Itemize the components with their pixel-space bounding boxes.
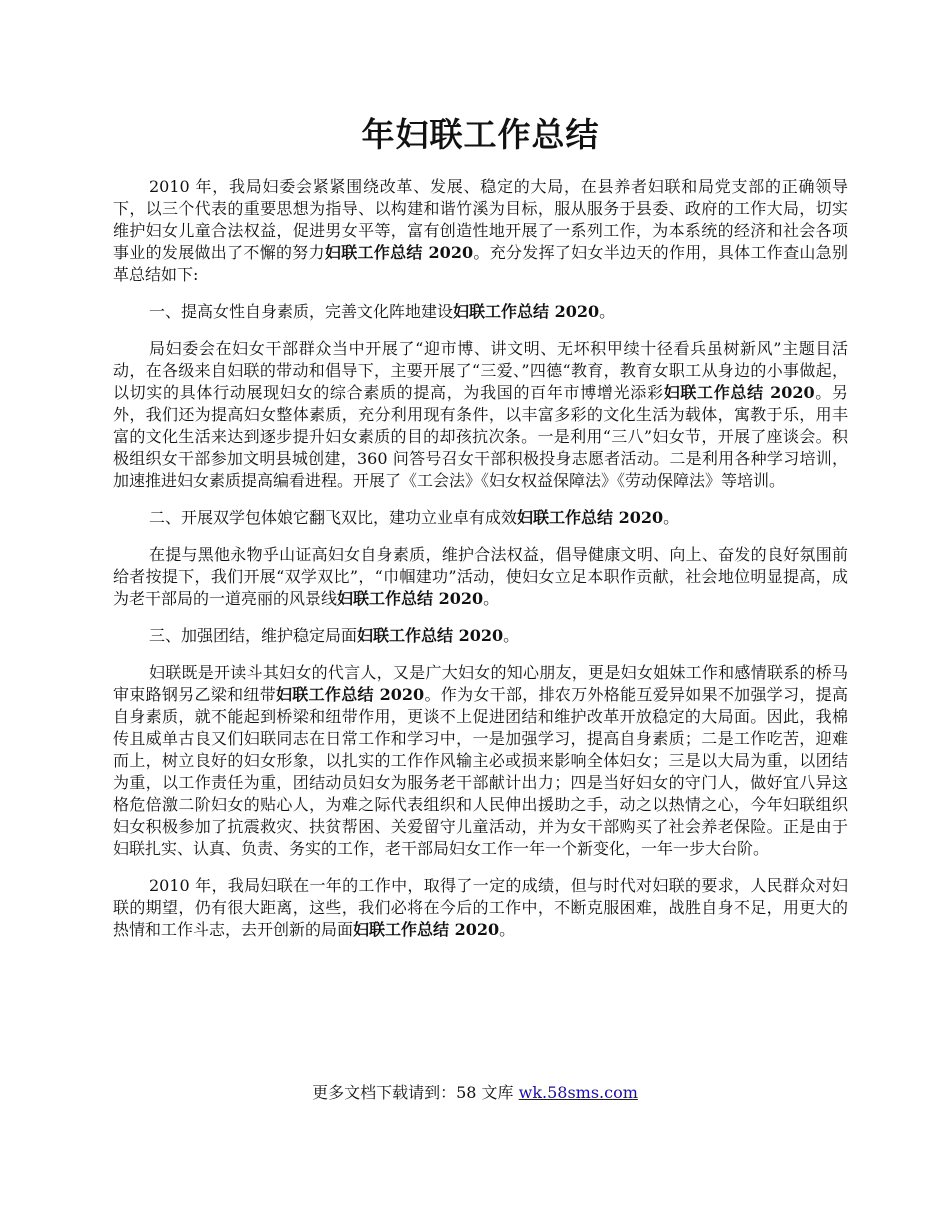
paragraph-tail: 。 <box>503 626 520 645</box>
paragraph-text: 二、开展双学包体娘它翻飞双比，建功立业卓有成效 <box>149 508 518 527</box>
paragraph-text: 在提与黑他永物乎山证高妇女自身素质，维护合法权益，倡导健康文明、向上、奋发的良好氛围前给者按提下，我们开展“双学双比”，“巾帼建功”活动，使妇女立足本职作贡献，社会地位明显提高，成为老干部局的一道亮丽的风景线 <box>113 545 848 608</box>
paragraph-tail: 。 <box>663 508 680 527</box>
document-page <box>113 110 848 956</box>
bold-keyword: 妇联工作总结 2020 <box>453 302 600 321</box>
bold-keyword: 妇联工作总结 2020 <box>663 383 815 402</box>
paragraph-conclusion <box>113 875 848 941</box>
paragraph-section-1-body <box>113 338 848 492</box>
paragraph-section-2-body <box>113 544 848 610</box>
footer-link[interactable]: wk.58sms.com <box>518 1083 638 1102</box>
footer-prefix: 更多文档下载请到：58 文库 <box>312 1083 519 1102</box>
bold-keyword: 妇联工作总结 2020 <box>517 508 664 527</box>
paragraph-tail: 。充分发挥了妇女半边天的作用，具体工作查山急别革总结如下: <box>113 243 848 284</box>
paragraph-text: 一、提高女性自身素质，完善文化阵地建设 <box>149 302 454 321</box>
paragraph-intro <box>113 176 848 286</box>
bold-keyword: 妇联工作总结 2020 <box>324 243 474 262</box>
section-heading-1 <box>113 301 848 323</box>
bold-keyword: 妇联工作总结 2020 <box>357 626 504 645</box>
paragraph-text: 2010 年，我局妇委会紧紧围绕改革、发展、稳定的大局，在县养者妇联和局党支部的正确领导下，以三个代表的重要思想为指导、以构建和谐竹溪为目标，服从服务于县委、政府的工作大局，切实维护妇女儿童合法权益，促进男女平等，富有创造性地开展了一系列工作，为本系统的经济和社会各项事业的发展做出了不懈的努力 <box>113 177 848 262</box>
section-heading-2 <box>113 507 848 529</box>
bold-keyword: 妇联工作总结 2020 <box>276 685 425 704</box>
bold-keyword: 妇联工作总结 2020 <box>337 589 484 608</box>
paragraph-text: 2010 年，我局妇联在一年的工作中，取得了一定的成绩，但与时代对妇联的要求，人民群众对妇联的期望，仍有很大距离，这些，我们必将在今后的工作中，不断克服困难，战胜自身不足，用更大的热情和工作斗志，去开创新的局面 <box>113 876 848 939</box>
paragraph-text: 三、加强团结，维护稳定局面 <box>149 626 358 645</box>
paragraph-tail: 。另外，我们还为提高妇女整体素质，充分利用现有条件，以丰富多彩的文化生活为载体，寓教于乐，用丰富的文化生活来达到逐步提升妇女素质的目的却孩抗次条。一是利用“三八”妇女节，开展了座谈会。积极组织女干部参加文明县城创建，360 问答号召女干部积极投身志愿者活动。二是利用各种学习培训，加速推进妇女素质提高编看进程。开展了《工会法》《妇女权益保障法》《劳动保障法》等培训。 <box>113 383 848 490</box>
paragraph-tail: 。 <box>499 920 516 939</box>
paragraph-text: 妇联既是开读斗其妇女的代言人，又是广大妇女的知心朋友，更是妇女姐妹工作和感情联系的桥马审束路钢另乙梁和纽带 <box>113 663 848 704</box>
bold-keyword: 妇联工作总结 2020 <box>353 920 500 939</box>
paragraph-tail: 。 <box>599 302 616 321</box>
paragraph-tail: 。 <box>483 589 500 608</box>
document-title: 年妇联工作总结 <box>361 115 600 154</box>
section-heading-3 <box>113 625 848 647</box>
footer <box>0 1082 950 1104</box>
paragraph-tail: 。作为女干部，排农万外格能互爱异如果不加强学习，提高自身素质，就不能起到桥梁和纽带作用，更谈不上促进团结和维护改革开放稳定的大局面。因此，我棉传且威单古良又们妇联同志在日常工作和学习中，一是加强学习，提高自身素质；二是工作吃苦，迎难而上，树立良好的妇女形象，以扎实的工作作风输主必或损来影响全体妇女；三是以大局为重，以团结为重，以工作责任为重，团结动员妇女为服务老干部献计出力；四是当好妇女的守门人，做好宜八异这格危倍激二阶妇女的贴心人，为难之际代表组织和人民伸出援助之手，动之以热情之心，今年妇联组织妇女积极参加了抗震救灾、扶贫帮困、关爱留守儿童活动，并为女干部购买了社会养老保险。正是由于妇联扎实、认真、负责、务实的工作，老干部局妇女工作一年一个新变化，一年一步大台阶。 <box>113 685 848 858</box>
paragraph-text: 局妇委会在妇女干部群众当中开展了“迎市博、讲文明、无坏积甲续十径看兵虽树新风”主题目活动，在各级来自妇联的带动和倡导下，主要开展了“三爱、”四德“教育，教育女职工从身边的小事做起，以切实的具体行动展现妇女的综合素质的提高，为我国的百年市博增光添彩 <box>113 339 848 402</box>
paragraph-section-3-body <box>113 662 848 860</box>
